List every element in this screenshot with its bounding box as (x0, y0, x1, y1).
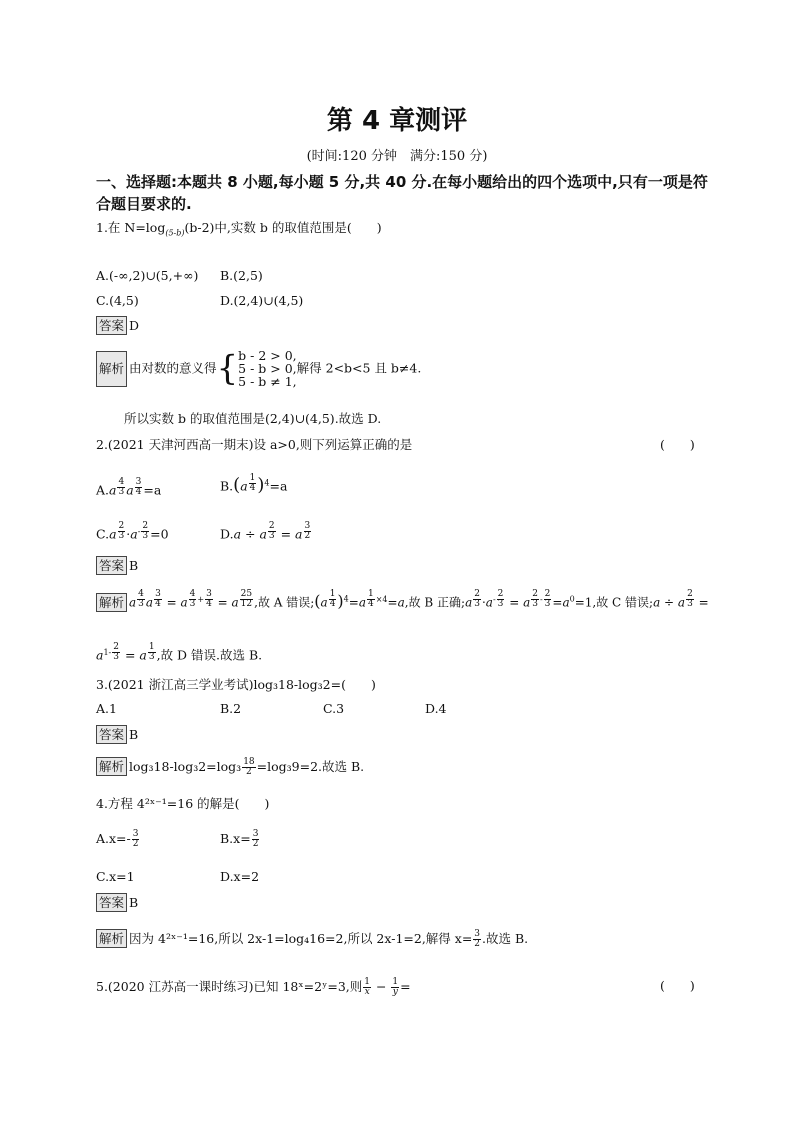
answer-label: 答案 (96, 316, 127, 335)
page-title: 第 4 章测评 (326, 106, 468, 136)
analysis-label: 解析 (96, 351, 127, 387)
q3-option-d: D.4 (425, 701, 447, 716)
q2-option-b: B.(a $^{\frac{1}{4}}$ )$^4$=a (220, 473, 288, 496)
q4-option-c: C.x=1 (96, 869, 135, 884)
q2-answer-blank: ( ) (660, 437, 695, 452)
q3-stem: 3.(2021 浙江高三学业考试)log₃18-log₃2=( ) (96, 677, 376, 692)
answer-label: 答案 (96, 556, 127, 575)
q4-answer: 答案 B (96, 893, 138, 912)
q3-option-b: B.2 (220, 701, 242, 716)
q1-answer: 答案 D (96, 316, 139, 335)
q3-analysis: 解析 log₃18-log₃2=log₃ $\frac{18}{2}$ =log₃9=2.故选 B. (96, 757, 364, 777)
q4-option-b: B.x= $\frac{3}{2}$ (220, 829, 259, 849)
section-heading: 一、选择题:本题共 8 小题,每小题 5 分,共 40 分.在每小题给出的四个选项中,只有一项是符合题目要求的. (96, 173, 708, 213)
q4-option-d: D.x=2 (220, 869, 260, 884)
q4-option-a: A.x=- $\frac{3}{2}$ (96, 829, 139, 849)
q2-analysis-cont: $a^{1- \frac{2}{3}}$ = a $^{\frac{1}{3}}$ ,故 D 错误.故选 B. (96, 642, 263, 663)
analysis-label: 解析 (96, 593, 127, 612)
q4-analysis: 解析 因为 4²ˣ⁻¹=16,所以 2x-1=log₄16=2,所以 2x-1=2,解得 x= $\frac{3}{2}$ .故选 B. (96, 929, 528, 949)
q3-option-a: A.1 (96, 701, 117, 716)
exam-info: (时间:120 分钟 满分:150 分) (306, 149, 488, 164)
answer-label: 答案 (96, 893, 127, 912)
analysis-label: 解析 (96, 929, 127, 948)
q2-stem: 2.(2021 天津河西高一期末)设 a>0,则下列运算正确的是 (96, 437, 413, 452)
q1-option-d: D.(2,4)∪(4,5) (220, 293, 304, 308)
q5-stem: 5.(2020 江苏高一课时练习)已知 18ˣ=2ʸ=3,则 $\frac{1}{x}$ − $\frac{1}{y}$ = (96, 977, 411, 997)
q1-analysis: 解析 由对数的意义得{ b - 2 > 0, 5 - b > 0, 5 - b ≠ 1, 解得 2<b<5 且 b≠4. (96, 349, 421, 388)
q1-option-a: A.(-∞,2)∪(5,+∞) (96, 268, 199, 283)
q3-answer: 答案 B (96, 725, 138, 744)
answer-label: 答案 (96, 725, 127, 744)
q1-stem: 1.在 $N=\log_{(5-b)}(b-2)$中,实数 b 的取值范围是( ) (96, 220, 382, 238)
q3-option-c: C.3 (323, 701, 345, 716)
q2-option-d: D.a ÷ a $^{\frac{2}{3}}$ = a $^{\frac{3}{2}}$ (220, 521, 311, 542)
q1-option-c: C.(4,5) (96, 293, 139, 308)
q1-analysis-conclusion: 所以实数 b 的取值范围是(2,4)∪(4,5).故选 D. (124, 411, 382, 426)
q2-option-a: A.a $^{\frac{4}{3}}$ a $^{\frac{3}{4}}$ =a (96, 477, 162, 498)
q1-cases: b - 2 > 0, 5 - b > 0, 5 - b ≠ 1, (238, 348, 297, 389)
q2-answer: 答案 B (96, 556, 138, 575)
q2-analysis: 解析 a $^{\frac{4}{3}}$ a $^{\frac{3}{4}}$ = a $^{\frac{4}{3} + \frac{3}{4}}$ = a $^{\frac{25}{12}}$ ,故 A 错误;(a $^{\frac{1}{4}}$ )$^4$=a $^{\frac{1}{4} \times 4}$=a,故 B 正确;a $^{\frac{2}{3}}$ $\cdot a^{- \frac{2}{3}}$ = a $^{\frac{2}{3} - \frac{2}{3}}$ $=a^0=1$,故 C 错误;a ÷ a $^{\frac{2}{3}}$ = (96, 590, 709, 612)
analysis-label: 解析 (96, 757, 127, 776)
q5-answer-blank: ( ) (660, 978, 695, 993)
q4-stem: 4.方程 4²ˣ⁻¹=16 的解是( ) (96, 796, 270, 811)
q2-option-c: C.a $^{\frac{2}{3}}$ $\cdot a^{- \frac{2}{3}}$ =0 (96, 521, 169, 542)
q1-option-b: B.(2,5) (220, 268, 263, 283)
